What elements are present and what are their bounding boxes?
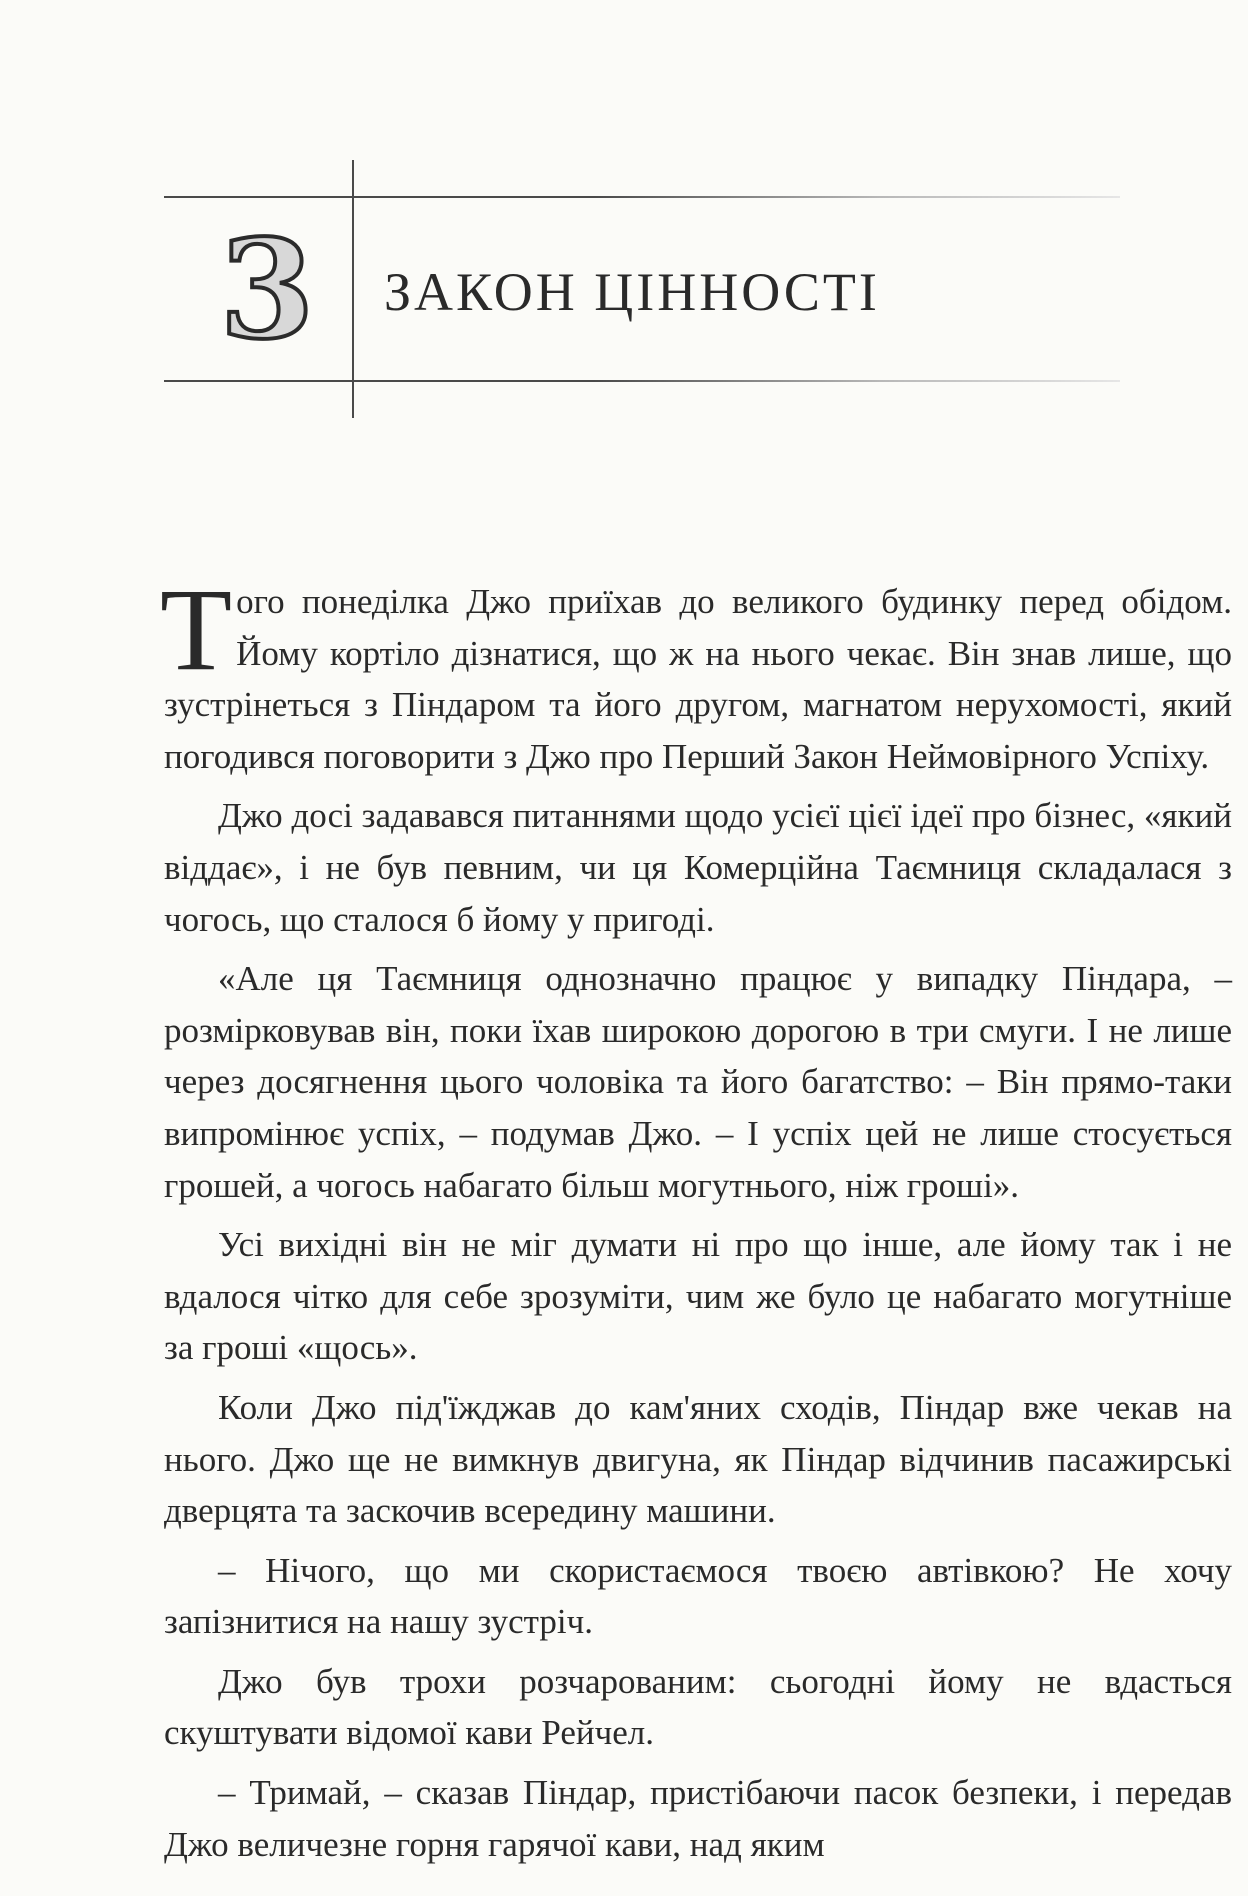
drop-cap: Т	[160, 564, 233, 695]
header-vertical-rule	[352, 160, 354, 418]
paragraph: – Нічого, що ми скористаємося твоєю автівкою? Не хочу запізнитися на нашу зустріч.	[164, 1550, 1232, 1642]
header-bottom-rule	[164, 380, 1120, 382]
paragraph: Джо досі задавався питаннями щодо усієї цієї ідеї про бізнес, «який віддає», і не був певним, чи ця Комерційна Таємниця складалася з чогось, що сталося б йому у пригоді.	[164, 796, 1232, 939]
paragraph: «Але ця Таємниця однозначно працює у випадку Піндара, – розмірковував він, поки їхав широкою дорогою в три смуги. І не лише через досягнення цього чоловіка та його багатство: – Він прямо-таки випромінює успіх, – подумав Джо. – І успіх цей не лише стосується грошей, а чогось набагато більш могутнього, ніж гроші».	[164, 959, 1232, 1205]
chapter-title: ЗАКОН ЦІННОСТІ	[384, 262, 880, 322]
paragraph: Джо був трохи розчарованим: сьогодні йому не вдасться скуштувати відомої кави Рейчел.	[164, 1661, 1232, 1753]
paragraph-text: ого понеділка Джо приїхав до великого будинку перед обідом. Йому кортіло дізнатися, що ж на нього чекає. Він знав лише, що зустрінеться з Піндаром та його другом, магнатом нерухомості, який погодився поговорити з Джо про Перший Закон Неймовірного Успіху.	[164, 582, 1232, 776]
header-top-rule	[164, 196, 1120, 198]
chapter-body	[160, 564, 1232, 1878]
paragraph	[160, 564, 1232, 782]
paragraph: – Тримай, – сказав Піндар, пристібаючи пасок безпеки, і передав Джо величезне горня гарячої кави, над яким	[164, 1773, 1232, 1864]
chapter-number: 3	[219, 210, 315, 370]
paragraph: Усі вихідні він не міг думати ні про що інше, але йому так і не вдалося чітко для себе зрозуміти, чим же було це набагато могутніше за гроші «щось».	[164, 1225, 1232, 1368]
paragraph: Коли Джо під'їжджав до кам'яних сходів, Піндар вже чекав на нього. Джо ще не вимкнув двигуна, як Піндар відчинив пасажирські дверцята та заскочив всередину машини.	[164, 1387, 1232, 1531]
